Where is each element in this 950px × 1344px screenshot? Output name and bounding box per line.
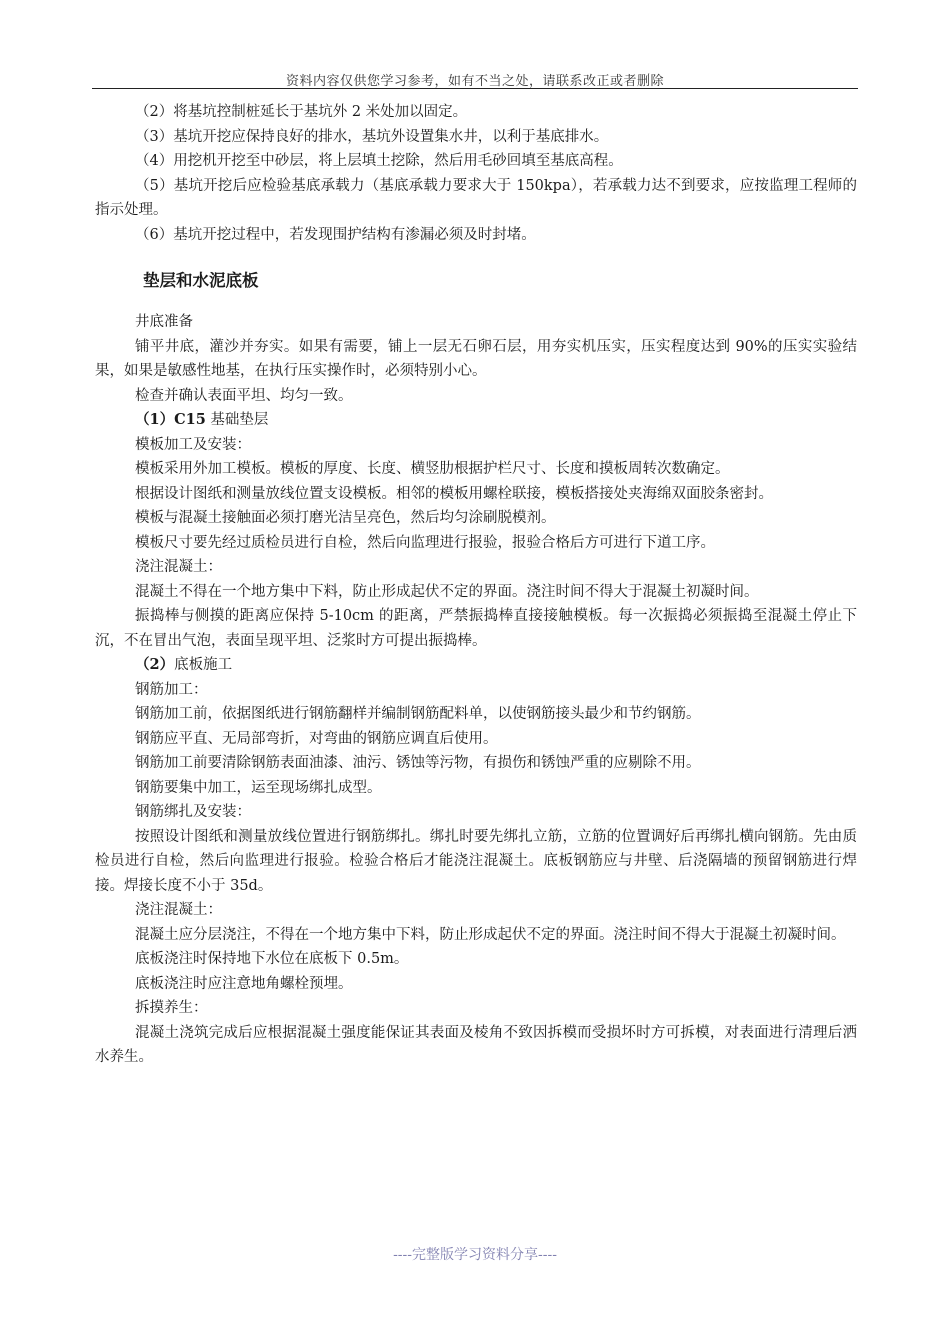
section-heading: 垫层和水泥底板	[143, 271, 259, 290]
paragraph: 钢筋加工：	[135, 681, 208, 698]
subsection-title	[95, 408, 857, 433]
paragraph: 钢筋绑扎及安装：	[135, 804, 251, 820]
paragraph: 钢筋应平直、无局部弯折，对弯曲的钢筋应调直后使用。	[135, 730, 498, 747]
paragraph: 钢筋加工前要清除钢筋表面油漆、油污、锈蚀等污物，有损伤和锈蚀严重的应剔除不用。	[135, 755, 701, 771]
paragraph: 按照设计图纸和测量放线位置进行钢筋绑扎。绑扎时要先绑扎立筋，立筋的位置调好后再绑扎横向钢筋。先由质检员进行自检，然后向监理进行报验。检验合格后才能浇注混凝土。底板钢筋应与井壁、后浇隔墙的预留钢筋进行焊接。焊接长度不小于 35d。	[95, 828, 857, 894]
paragraph: 底板浇注时应注意地角螺栓预埋。	[135, 975, 353, 992]
paragraph: （3）基坑开挖应保持良好的排水，基坑外设置集水井，以利于基底排水。	[135, 128, 609, 145]
subsection-number: （1）C15	[135, 411, 206, 428]
paragraph: 底板浇注时保持地下水位在底板下 0.5m。	[135, 951, 409, 967]
paragraph: 浇注混凝土：	[135, 559, 222, 575]
paragraph: （4）用挖机开挖至中砂层，将上层填土挖除，然后用毛砂回填至基底高程。	[135, 153, 623, 169]
paragraph: （6）基坑开挖过程中，若发现围护结构有渗漏必须及时封堵。	[135, 226, 536, 243]
page-footer: ----完整版学习资料分享----	[393, 1247, 557, 1263]
paragraph: 钢筋要集中加工，运至现场绑扎成型。	[135, 779, 382, 796]
header-divider	[92, 88, 858, 89]
paragraph: 模板加工及安装：	[135, 436, 251, 453]
subsection-label: 基础垫层	[205, 412, 269, 428]
paragraph: 振捣棒与侧摸的距离应保持 5-10cm 的距离，严禁振捣棒直接接触模板。每一次振捣必须振捣至混凝土停止下沉，不在冒出气泡，表面呈现平坦、泛浆时方可提出振捣棒。	[95, 608, 857, 649]
paragraph: 混凝土应分层浇注，不得在一个地方集中下料，防止形成起伏不定的界面。浇注时间不得大于混凝土初凝时间。	[135, 926, 846, 943]
paragraph: （5）基坑开挖后应检验基底承载力（基底承载力要求大于 150kpa），若承载力达不到要求，应按监理工程师的指示处理。	[95, 177, 857, 218]
subsection-number: （2）	[135, 656, 175, 673]
page-header: 资料内容仅供您学习参考，如有不当之处，请联系改正或者删除	[285, 74, 664, 89]
paragraph: 根据设计图纸和测量放线位置支设模板。相邻的模板用螺栓联接，模板搭接处夹海绵双面胶条密封。	[135, 485, 773, 502]
subsection-label: 底板施工	[174, 657, 233, 673]
paragraph: 混凝土不得在一个地方集中下料，防止形成起伏不定的界面。浇注时间不得大于混凝土初凝时间。	[135, 583, 759, 600]
paragraph: 模板尺寸要先经过质检员进行自检，然后向监理进行报验，报验合格后方可进行下道工序。	[135, 534, 715, 551]
paragraph: 模板与混凝土接触面必须打磨光洁呈亮色，然后均匀涂刷脱模剂。	[135, 510, 556, 526]
paragraph: 钢筋加工前，依据图纸进行钢筋翻样并编制钢筋配料单，以使钢筋接头最少和节约钢筋。	[135, 706, 701, 722]
paragraph: 井底准备	[135, 314, 193, 330]
paragraph: 浇注混凝土：	[135, 902, 222, 918]
paragraph: 混凝土浇筑完成后应根据混凝土强度能保证其表面及棱角不致因拆模而受损坏时方可拆模，对表面进行清理后洒水养生。	[95, 1024, 857, 1065]
paragraph: 检查并确认表面平坦、均匀一致。	[135, 387, 353, 404]
subsection-title	[95, 653, 857, 678]
paragraph: 拆摸养生：	[135, 1000, 208, 1016]
paragraph: 铺平井底，灌沙并夯实。如果有需要，铺上一层无石卵石层，用夯实机压实，压实程度达到 90%的压实实验结果，如果是敏感性地基，在执行压实操作时，必须特别小心。	[95, 338, 857, 379]
paragraph: （2）将基坑控制桩延长于基坑外 2 米处加以固定。	[135, 104, 468, 120]
paragraph: 模板采用外加工模板。模板的厚度、长度、横竖肋根据护栏尺寸、长度和摸板周转次数确定。	[135, 461, 730, 477]
document-body	[95, 100, 857, 1070]
